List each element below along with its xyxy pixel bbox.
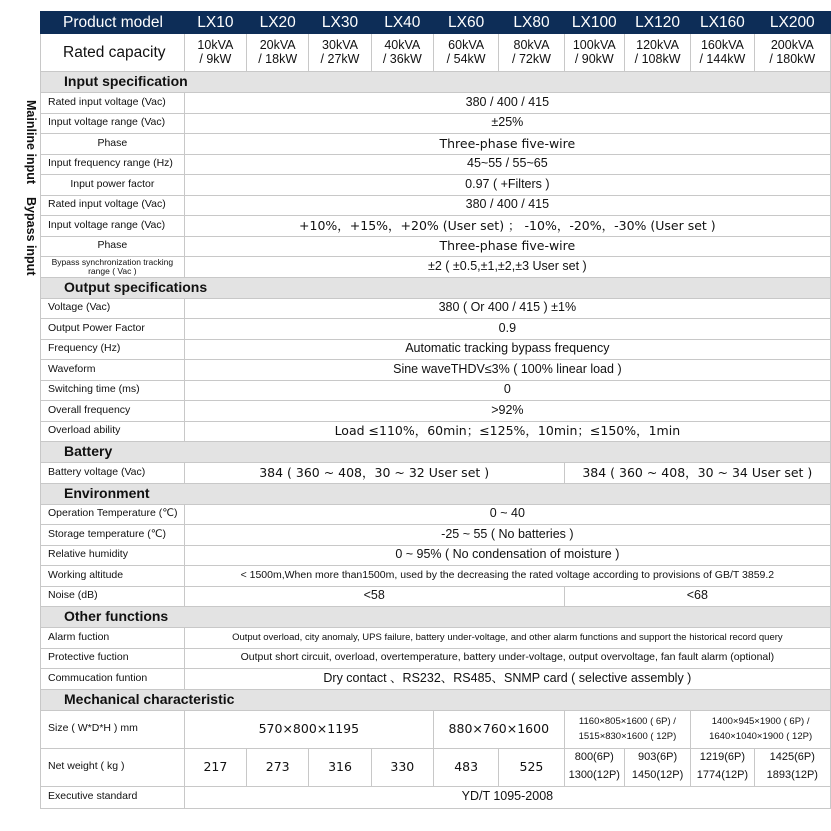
row-label: Alarm fuction — [41, 628, 185, 649]
model-cell: LX10 — [184, 12, 246, 34]
spec-row — [41, 648, 831, 669]
model-cell: LX40 — [371, 12, 433, 34]
section-input-specification — [41, 72, 831, 93]
header-model-row — [41, 12, 831, 34]
spec-row — [41, 786, 831, 808]
model-cell: LX200 — [754, 12, 830, 34]
row-label: Waveform — [41, 360, 185, 381]
spec-row — [41, 463, 831, 484]
spec-row — [41, 586, 831, 607]
capacity-cell: 200kVA / 180kW — [754, 34, 830, 72]
weight-dual-cell: 1219(6P) 1774(12P) — [691, 748, 754, 786]
row-value: Three-phase five-wire — [184, 236, 830, 257]
row-label: Size ( W*D*H ) mm — [41, 710, 185, 748]
section-title: Battery — [41, 442, 831, 463]
row-value: >92% — [184, 401, 830, 422]
row-label: Input power factor — [41, 175, 185, 196]
capacity-cell: 80kVA / 72kW — [499, 34, 564, 72]
row-value: Three-phase five-wire — [184, 134, 830, 155]
noise-value-low: <58 — [184, 586, 564, 607]
row-label: Protective fuction — [41, 648, 185, 669]
spec-row — [41, 628, 831, 649]
bypass-input-side-label: Bypass input — [24, 197, 38, 276]
row-label: Switching time (ms) — [41, 380, 185, 401]
row-value: Automatic tracking bypass frequency — [184, 339, 830, 360]
mainline-input-side-label: Mainline input — [24, 100, 38, 185]
row-label: Overall frequency — [41, 401, 185, 422]
spec-row — [41, 154, 831, 175]
section-title: Other functions — [41, 607, 831, 628]
row-value: +10%，+15%，+20% (User set) ； -10%，-20%，-30% (User set ) — [184, 216, 830, 237]
size-row — [41, 710, 831, 748]
row-value: ±2 ( ±0.5,±1,±2,±3 User set ) — [184, 257, 830, 278]
model-cell: LX80 — [499, 12, 564, 34]
size-value-xlarge: 1400×945×1900 ( 6P) / 1640×1040×1900 ( 12P) — [691, 710, 831, 748]
row-value: 0 — [184, 380, 830, 401]
row-label: Storage temperature (℃) — [41, 525, 185, 546]
model-cell: LX30 — [309, 12, 371, 34]
section-output-specifications — [41, 277, 831, 298]
weight-dual-cell: 1425(6P) 1893(12P) — [754, 748, 830, 786]
spec-row — [41, 380, 831, 401]
spec-row — [41, 113, 831, 134]
weight-dual-cell: 903(6P) 1450(12P) — [624, 748, 690, 786]
row-value: Output short circuit, overload, overtemperature, battery under-voltage, output overvoltage, fan fault alarm (optional) — [184, 648, 830, 669]
model-cell: LX100 — [564, 12, 624, 34]
spec-row — [41, 134, 831, 155]
section-battery — [41, 442, 831, 463]
row-value: 0.9 — [184, 319, 830, 340]
row-label: Output Power Factor — [41, 319, 185, 340]
section-title: Input specification — [41, 72, 831, 93]
size-value-large: 1160×805×1600 ( 6P) / 1515×830×1600 ( 12P) — [564, 710, 691, 748]
weight-cell: 273 — [247, 748, 309, 786]
capacity-cell: 10kVA / 9kW — [184, 34, 246, 72]
capacity-cell: 120kVA / 108kW — [624, 34, 690, 72]
capacity-cell: 160kVA / 144kW — [691, 34, 754, 72]
row-label: Input frequency range (Hz) — [41, 154, 185, 175]
section-title: Environment — [41, 483, 831, 504]
size-value-medium: 880×760×1600 — [433, 710, 564, 748]
row-label: Voltage (Vac) — [41, 298, 185, 319]
product-model-label: Product model — [41, 12, 185, 34]
row-value: ±25% — [184, 113, 830, 134]
capacity-cell: 100kVA / 90kW — [564, 34, 624, 72]
model-cell: LX120 — [624, 12, 690, 34]
spec-row — [41, 236, 831, 257]
row-value: Output overload, city anomaly, UPS failure, battery under-voltage, and other alarm functions and support the historical record query — [184, 628, 830, 649]
row-label: Input voltage range (Vac) — [41, 113, 185, 134]
capacity-cell: 60kVA / 54kW — [433, 34, 498, 72]
section-environment — [41, 483, 831, 504]
row-value: YD/T 1095-2008 — [184, 786, 830, 808]
weight-row — [41, 748, 831, 786]
spec-row — [41, 93, 831, 114]
row-label: Rated input voltage (Vac) — [41, 195, 185, 216]
row-value: 380 / 400 / 415 — [184, 195, 830, 216]
spec-row — [41, 339, 831, 360]
row-value: Sine waveTHDV≤3% ( 100% linear load ) — [184, 360, 830, 381]
row-label: Input voltage range (Vac) — [41, 216, 185, 237]
row-label: Battery voltage (Vac) — [41, 463, 185, 484]
row-label: Rated input voltage (Vac) — [41, 93, 185, 114]
row-label: Noise (dB) — [41, 586, 185, 607]
weight-cell: 217 — [184, 748, 246, 786]
model-cell: LX20 — [247, 12, 309, 34]
row-value: Load ≤110%，60min；≤125%，10min；≤150%，1min — [184, 421, 830, 442]
rated-capacity-label: Rated capacity — [41, 34, 185, 72]
spec-row — [41, 669, 831, 690]
battery-value-low: 384 ( 360 ~ 408，30 ~ 32 User set ) — [184, 463, 564, 484]
size-value-small: 570×800×1195 — [184, 710, 433, 748]
spec-row — [41, 257, 831, 278]
row-label: Working altitude — [41, 566, 185, 587]
section-title: Mechanical characteristic — [41, 689, 831, 710]
spec-row — [41, 401, 831, 422]
spec-row — [41, 504, 831, 525]
capacity-cell: 40kVA / 36kW — [371, 34, 433, 72]
row-value: 0.97 ( +Filters ) — [184, 175, 830, 196]
section-other-functions — [41, 607, 831, 628]
weight-cell: 330 — [371, 748, 433, 786]
row-label: Executive standard — [41, 786, 185, 808]
section-title: Output specifications — [41, 277, 831, 298]
spec-row — [41, 175, 831, 196]
weight-cell: 316 — [309, 748, 371, 786]
spec-row — [41, 360, 831, 381]
noise-value-high: <68 — [564, 586, 830, 607]
row-label: Frequency (Hz) — [41, 339, 185, 360]
row-label: Operation Temperature (℃) — [41, 504, 185, 525]
row-label: Phase — [41, 236, 185, 257]
spec-row — [41, 216, 831, 237]
row-label: Overload ability — [41, 421, 185, 442]
model-cell: LX160 — [691, 12, 754, 34]
row-label: Commucation funtion — [41, 669, 185, 690]
row-value: -25 ~ 55 ( No batteries ) — [184, 525, 830, 546]
spec-row — [41, 421, 831, 442]
spec-row — [41, 298, 831, 319]
row-label: Bypass synchronization tracking range ( Vac ) — [41, 257, 185, 278]
row-value: 0 ~ 40 — [184, 504, 830, 525]
weight-cell: 525 — [499, 748, 564, 786]
row-value: 380 / 400 / 415 — [184, 93, 830, 114]
row-value: Dry contact 、RS232、RS485、SNMP card ( selective assembly ) — [184, 669, 830, 690]
spec-table — [40, 11, 831, 809]
section-mechanical-characteristic — [41, 689, 831, 710]
spec-row — [41, 525, 831, 546]
row-label: Net weight ( kg ) — [41, 748, 185, 786]
row-label: Phase — [41, 134, 185, 155]
row-value: 380 ( Or 400 / 415 ) ±1% — [184, 298, 830, 319]
capacity-cell: 20kVA / 18kW — [247, 34, 309, 72]
spec-row — [41, 545, 831, 566]
row-value: 0 ~ 95% ( No condensation of moisture ) — [184, 545, 830, 566]
battery-value-high: 384 ( 360 ~ 408，30 ~ 34 User set ) — [564, 463, 830, 484]
rated-capacity-row — [41, 34, 831, 72]
model-cell: LX60 — [433, 12, 498, 34]
spec-row — [41, 319, 831, 340]
spec-row — [41, 566, 831, 587]
row-value: < 1500m,When more than1500m, used by the decreasing the rated voltage according to provisions of GB/T 3859.2 — [184, 566, 830, 587]
row-value: 45~55 / 55~65 — [184, 154, 830, 175]
capacity-cell: 30kVA / 27kW — [309, 34, 371, 72]
spec-row — [41, 195, 831, 216]
weight-dual-cell: 800(6P) 1300(12P) — [564, 748, 624, 786]
weight-cell: 483 — [433, 748, 498, 786]
row-label: Relative humidity — [41, 545, 185, 566]
